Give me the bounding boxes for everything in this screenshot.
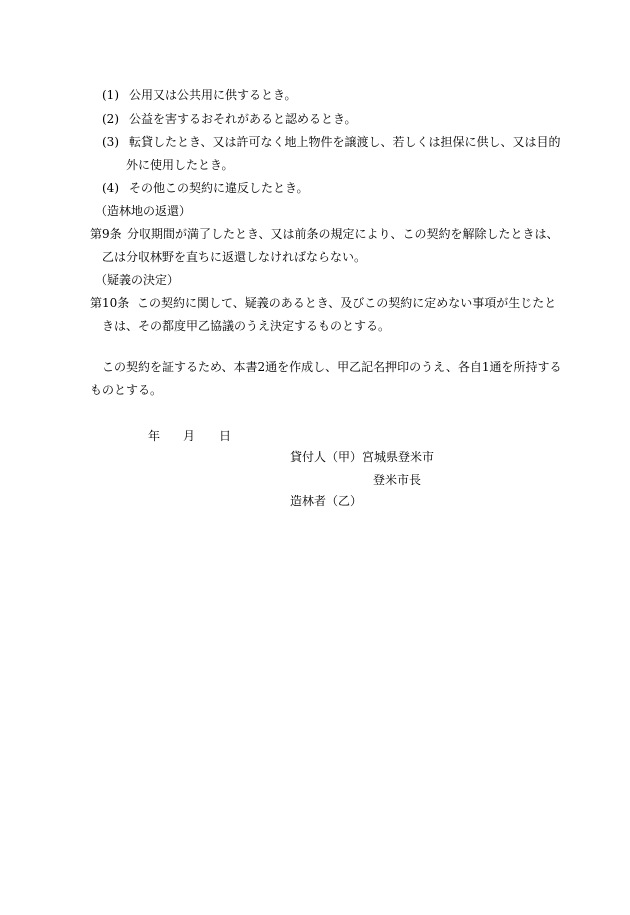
- item-4: [102, 180, 309, 196]
- item-3-continuation: 外に使用したとき。: [126, 158, 234, 172]
- item-2-number: (2): [102, 112, 119, 126]
- lender-title: 登米市長: [373, 473, 422, 487]
- article-9: [90, 226, 559, 242]
- item-2-text: 公益を害するおそれがあると認めるとき。: [129, 112, 357, 126]
- item-4-text: その他この契約に違反したとき。: [129, 181, 309, 195]
- article-9-number: 第9条: [90, 227, 122, 241]
- article-10-number: 第10条: [90, 296, 130, 310]
- item-1-number: (1): [102, 88, 119, 102]
- date-month: 月: [183, 429, 196, 443]
- article-10: [90, 295, 556, 311]
- item-2: [102, 111, 357, 127]
- item-3-text: 転貸したとき、又は許可なく地上物件を譲渡し、若しくは担保に供し、又は目的: [129, 135, 561, 149]
- article-9-continuation: 乙は分収林野を直ちに返還しなければならない。: [102, 250, 367, 264]
- closing-line-2: ものとする。: [90, 383, 163, 397]
- item-3: [102, 134, 561, 150]
- article-9-heading: （造林地の返還）: [95, 204, 192, 218]
- item-1-text: 公用又は公共用に供するとき。: [129, 88, 297, 102]
- article-10-text: この契約に関して、疑義のあるとき、及びこの契約に定めない事項が生じたと: [137, 296, 557, 310]
- item-4-number: (4): [102, 181, 119, 195]
- date-year: 年: [148, 429, 161, 443]
- forester-signature: 造林者（乙）: [290, 494, 363, 508]
- lender-signature: 貸付人（甲）宮城県登米市: [290, 450, 435, 464]
- article-9-text: 分収期間が満了したとき、又は前条の規定により、この契約を解除したときは、: [127, 227, 559, 241]
- item-3-number: (3): [102, 135, 119, 149]
- article-10-heading: （疑義の決定）: [95, 273, 180, 287]
- article-10-continuation: きは、その都度甲乙協議のうえ決定するものとする。: [102, 319, 391, 333]
- closing-line-1: この契約を証するため、本書2通を作成し、甲乙記名押印のうえ、各自1通を所持する: [102, 360, 562, 374]
- item-1: [102, 87, 297, 103]
- date-day: 日: [219, 429, 232, 443]
